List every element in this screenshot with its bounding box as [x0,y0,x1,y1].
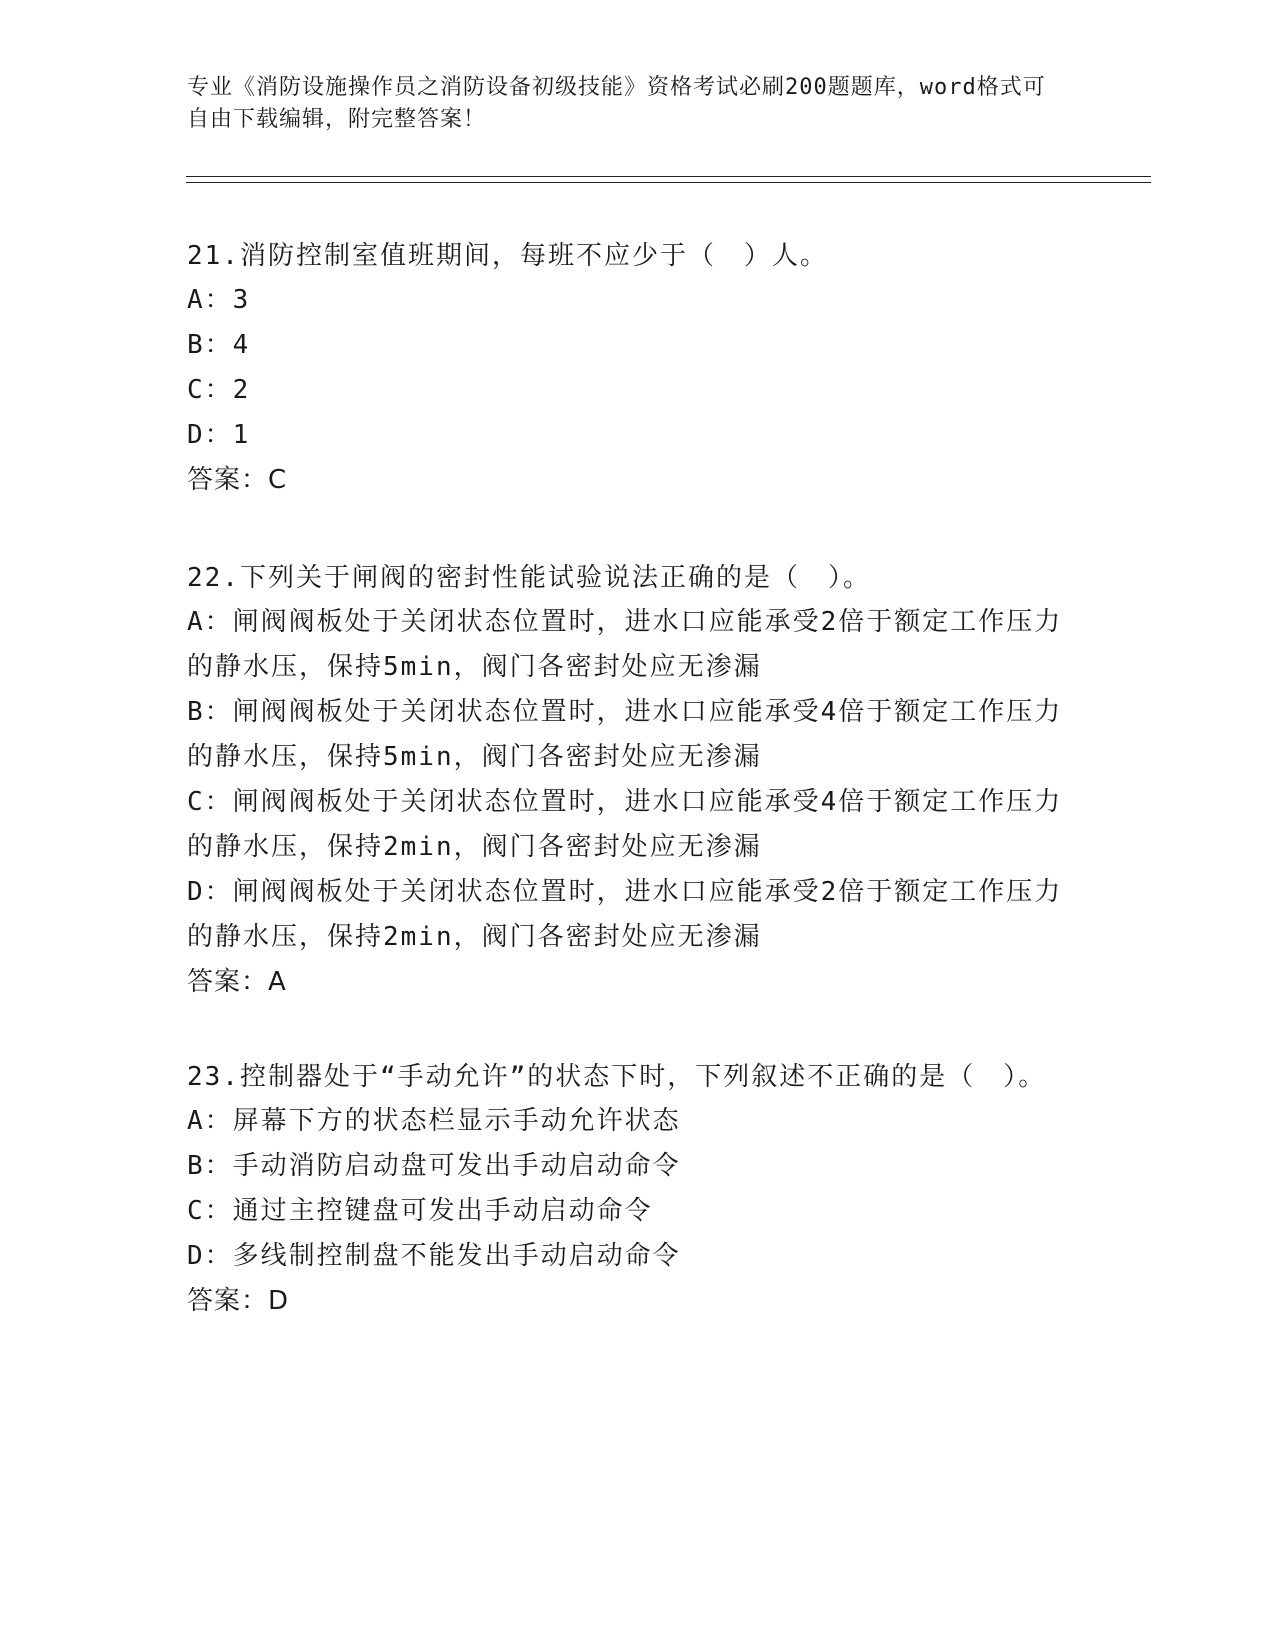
option-a: A：屏幕下方的状态栏显示手动允许状态 [187,1106,681,1136]
question-21 [187,234,1087,502]
question-23 [187,1055,1087,1323]
answer-text: 答案：C [187,465,288,495]
option-d: D：闸阀阀板处于关闭状态位置时，进水口应能承受2倍于额定工作压力的静水压，保持2min，阀门各密封处应无渗漏 [187,877,1063,952]
option-c: C：2 [187,375,251,405]
option-c: C：闸阀阀板处于关闭状态位置时，进水口应能承受4倍于额定工作压力的静水压，保持2min，阀门各密封处应无渗漏 [187,787,1063,862]
question-title: 22.下列关于闸阀的密封性能试验说法正确的是（ ）。 [187,563,871,593]
question-title: 23.控制器处于“手动允许”的状态下时，下列叙述不正确的是（ ）。 [187,1062,1047,1092]
header-divider-top [186,176,1151,177]
option-a: A：3 [187,285,251,315]
answer-text: 答案：A [187,967,287,997]
option-d: D：1 [187,420,251,450]
option-d: D：多线制控制盘不能发出手动启动命令 [187,1241,681,1271]
option-b: B：4 [187,330,251,360]
option-a: A：闸阀阀板处于关闭状态位置时，进水口应能承受2倍于额定工作压力的静水压，保持5min，阀门各密封处应无渗漏 [187,607,1063,682]
option-b: B：闸阀阀板处于关闭状态位置时，进水口应能承受4倍于额定工作压力的静水压，保持5min，阀门各密封处应无渗漏 [187,697,1063,772]
option-b: B：手动消防启动盘可发出手动启动命令 [187,1151,681,1181]
question-title: 21.消防控制室值班期间，每班不应少于（ ）人。 [187,241,828,271]
answer-text: 答案：D [187,1286,290,1316]
document-header: 专业《消防设施操作员之消防设备初级技能》资格考试必刷200题题库，word格式可自由下载编辑，附完整答案！ [187,75,1046,132]
question-22 [187,556,1087,1004]
option-c: C：通过主控键盘可发出手动启动命令 [187,1196,653,1226]
header-divider-bottom [186,182,1151,183]
